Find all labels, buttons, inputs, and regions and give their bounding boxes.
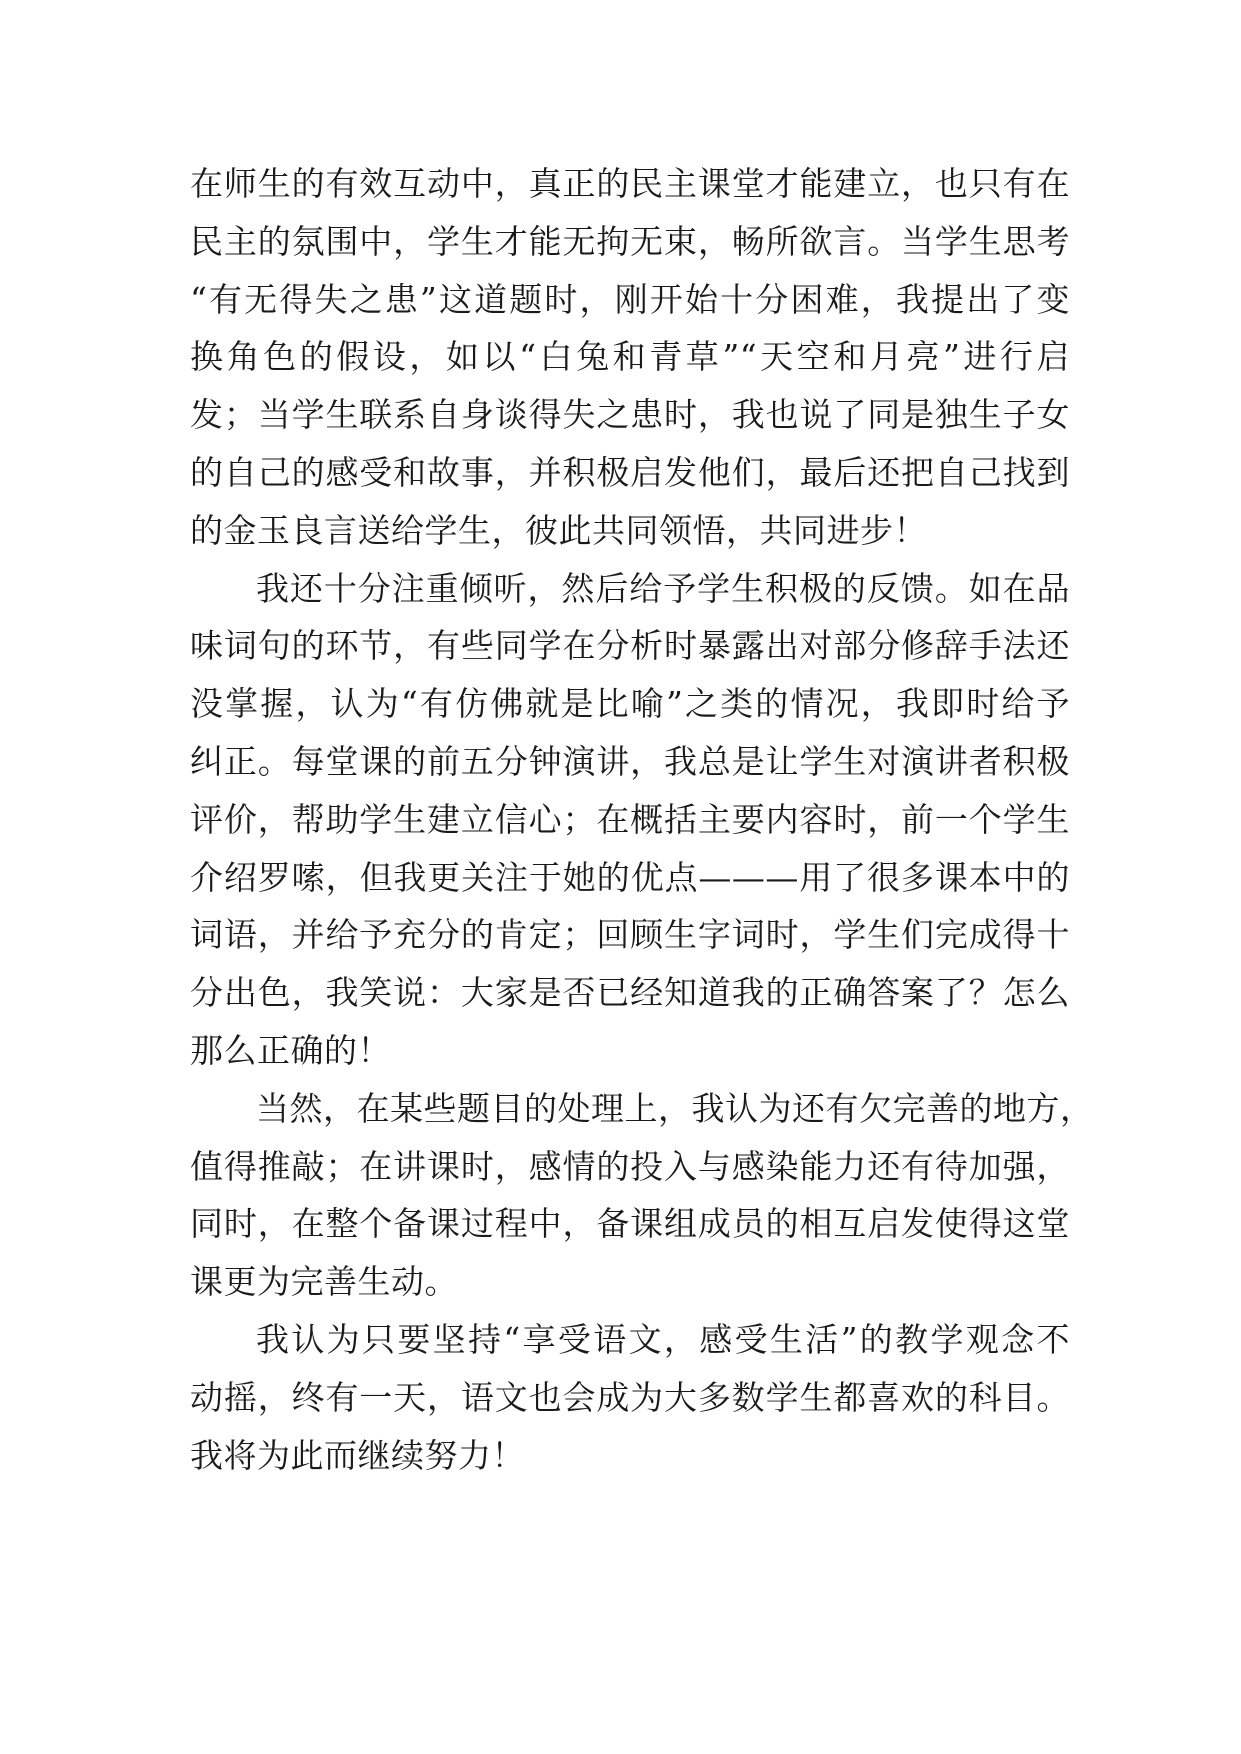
text-line: 同时，在整个备课过程中，备课组成员的相互启发使得这堂 (190, 1204, 1070, 1244)
text-line: 在师生的有效互动中，真正的民主课堂才能建立，也只有在 (190, 164, 1070, 203)
text-line: 的自己的感受和故事，并积极启发他们，最后还把自己找到 (190, 452, 1070, 492)
text-line: 课更为完善生动。 (190, 1262, 458, 1302)
paragraph (190, 1311, 1070, 1484)
text-line: 当然，在某些题目的处理上，我认为还有欠完善的地方， (256, 1088, 1094, 1128)
text-line: 值得推敲；在讲课时，感情的投入与感染能力还有待加强， (190, 1146, 1070, 1186)
text-line: 民主的氛围中，学生才能无拘无束，畅所欲言。当学生思考 (190, 221, 1070, 261)
text-line: 我认为只要坚持“享受语文，感受生活”的教学观念不 (256, 1319, 1070, 1359)
paragraph (190, 560, 1070, 1080)
paragraph (190, 155, 1070, 560)
text-line: 动摇，终有一天，语文也会成为大多数学生都喜欢的科目。 (190, 1377, 1070, 1417)
text-line: 介绍罗嗦，但我更关注于她的优点———用了很多课本中的 (190, 857, 1070, 897)
text-line: “有无得失之患”这道题时，刚开始十分困难，我提出了变 (190, 279, 1070, 319)
text-line: 那么正确的！ (190, 1030, 391, 1070)
text-line: 的金玉良言送给学生，彼此共同领悟，共同进步！ (190, 510, 927, 550)
text-line: 我还十分注重倾听，然后给予学生积极的反馈。如在品 (256, 568, 1070, 608)
text-line: 词语，并给予充分的肯定；回顾生字词时，学生们完成得十 (190, 915, 1070, 955)
text-line: 换角色的假设，如以“白兔和青草”“天空和月亮”进行启 (190, 337, 1070, 377)
text-line: 纠正。每堂课的前五分钟演讲，我总是让学生对演讲者积极 (190, 741, 1070, 781)
text-line: 我将为此而继续努力！ (190, 1435, 525, 1475)
text-line: 味词句的环节，有些同学在分析时暴露出对部分修辞手法还 (190, 626, 1070, 666)
text-line: 没掌握，认为“有仿佛就是比喻”之类的情况，我即时给予 (190, 684, 1070, 724)
body-text (190, 155, 1094, 1484)
text-line: 发；当学生联系自身谈得失之患时，我也说了同是独生子女 (190, 395, 1070, 435)
paragraph (190, 1080, 1094, 1311)
text-line: 评价，帮助学生建立信心；在概括主要内容时，前一个学生 (190, 799, 1070, 839)
text-line: 分出色，我笑说：大家是否已经知道我的正确答案了？怎么 (190, 973, 1070, 1013)
